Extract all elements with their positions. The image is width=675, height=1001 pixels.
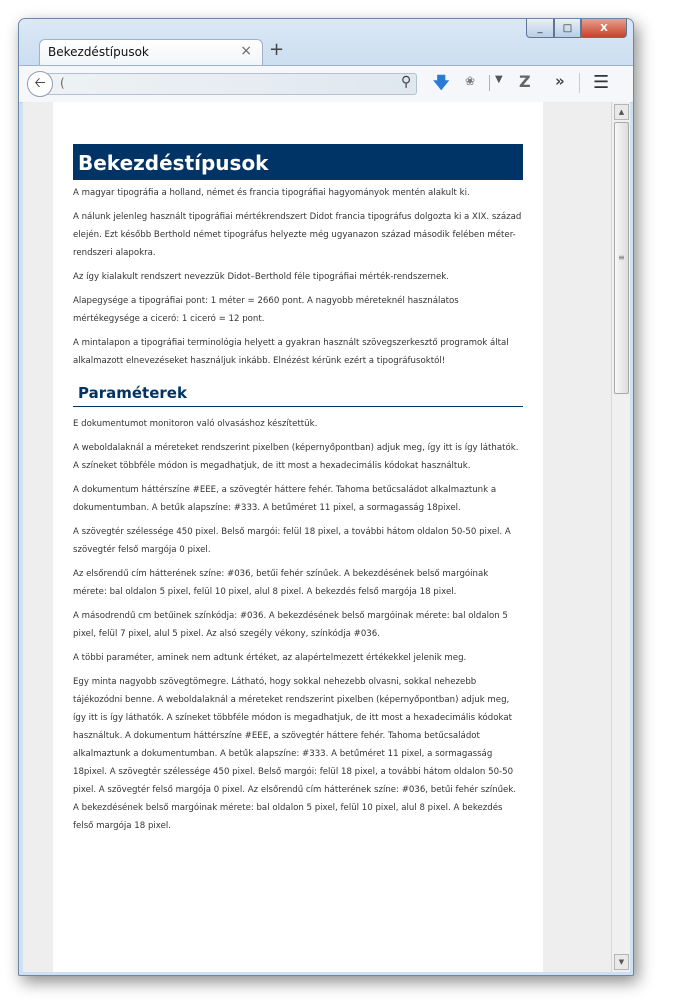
paragraph: E dokumentumot monitoron való olvasáshoz készítettük.	[73, 419, 318, 429]
browser-tab[interactable]	[39, 39, 263, 66]
paragraph: Az így kialakult rendszert nevezzük Didot–Berthold féle tipográfiai mérték-rendszernek.	[73, 272, 449, 282]
minimize-icon: _	[537, 22, 543, 34]
dropdown-arrow-icon[interactable]: ▼	[495, 74, 503, 85]
text-area	[53, 102, 543, 972]
page-title: Bekezdéstípusok	[73, 144, 523, 180]
url-bar[interactable]	[45, 73, 417, 95]
paragraph: Egy minta nagyobb szövegtömegre. Látható, hogy sokkal nehezebb olvasni, sokkal nehezebb tájékozódni benne. A weboldalaknál a méreteket rendszerint pixelben (képernyőpontban) adjuk meg, így itt is így láthatók. A színeket többféle módon is megadhatjuk, de itt most a hexadecimális kódokat használtuk. A dokumentum háttérszíne #EEE, a szövegtér háttere fehér. Tahoma betűcsaládot alkalmaztunk a dokumentumban. A betűk alapszíne: #333. A betűméret 11 pixel, a sormagasság 18pixel. A szövegtér szélessége 450 pixel. Belső margói: felül 18 pixel, a további hátom oldalon 50-50 pixel. A szövegtér felső margója 0 pixel. Az elsőrendű cím hátterének színe: #036, betűi fehér színűek. A bekezdésének belső margóinak mérete: bal oldalon 5 pixel, felül 10 pixel, alul 8 pixel. A bekezdés felső margója 18 pixel.	[73, 677, 517, 831]
paragraph: Az elsőrendű cím hátterének színe: #036, betűi fehér színűek. A bekezdésének belső margóinak mérete: bal oldalon 5 pixel, felül 10 pixel, alul 8 pixel. A bekezdés felső margója 18 pixel.	[73, 569, 489, 597]
addon-icon[interactable]: ❀	[465, 74, 476, 88]
toolbar-separator	[489, 75, 490, 91]
paragraph: A másodrendű cm betűinek színkódja: #036. A bekezdésének belső margóinak mérete: bal oldalon 5 pixel, felül 7 pixel, alul 5 pixel. Az alsó szegély vékony, színkódja #036.	[73, 611, 508, 639]
close-window-button[interactable]	[581, 19, 627, 38]
zotero-icon[interactable]: Z	[519, 72, 531, 91]
close-icon: X	[600, 22, 608, 34]
browser-window	[18, 18, 634, 976]
scroll-down-arrow-icon[interactable]: ▼	[614, 954, 629, 970]
back-arrow-icon: 🡠	[34, 75, 46, 91]
maximize-button[interactable]	[554, 19, 581, 38]
navigation-toolbar	[19, 65, 633, 103]
toolbar-separator	[579, 73, 580, 93]
vertical-scrollbar[interactable]	[611, 102, 630, 972]
scrollbar-thumb[interactable]	[614, 122, 629, 394]
thumb-grip-icon: ≡	[618, 253, 625, 262]
minimize-button[interactable]	[526, 19, 554, 38]
tab-close-icon[interactable]: ×	[240, 43, 252, 59]
paragraph: A többi paraméter, aminek nem adtunk értéket, az alapértelmezett értékekkel jelenik meg.	[73, 653, 467, 663]
search-icon[interactable]: ⚲	[401, 74, 412, 90]
hamburger-menu-icon[interactable]: ☰	[593, 72, 610, 93]
paragraph: A mintalapon a tipográfiai terminológia helyett a gyakran használt szövegszerkesztő programok által alkalmazott elnevezéseket használjuk inkább. Elnézést kérünk ezért a tipográfusoktól!	[73, 338, 509, 366]
back-button[interactable]	[27, 71, 53, 97]
scroll-up-arrow-icon[interactable]: ▲	[614, 104, 629, 120]
document-body	[73, 144, 523, 841]
paragraph: A weboldalaknál a méreteket rendszerint pixelben (képernyőpontban) adjuk meg, így itt is így láthatók. A színeket többféle módon is megadhatjuk, de itt most a hexadecimális kódokat használtuk.	[73, 443, 519, 471]
paragraph: A magyar tipográfia a holland, német és francia tipográfiai hagyományok mentén alakult ki.	[73, 188, 470, 198]
paragraph: Alapegysége a tipográfiai pont: 1 méter = 2660 pont. A nagyobb méreteknél használatos mértékegysége a ciceró: 1 ciceró = 12 pont.	[73, 296, 459, 324]
tab-title: Bekezdéstípusok	[48, 45, 149, 59]
download-arrow-icon[interactable]: 🡇	[433, 73, 450, 92]
section-heading: Paraméterek	[73, 378, 523, 407]
window-controls	[526, 19, 627, 37]
paragraph: A szövegtér szélessége 450 pixel. Belső margói: felül 18 pixel, a további hátom oldalon 50-50 pixel. A szövegtér felső margója 0 pixel.	[73, 527, 511, 555]
more-tools-icon[interactable]: »	[555, 72, 565, 90]
url-text: (	[60, 76, 65, 90]
paragraph: A nálunk jelenleg használt tipográfiai mértékrendszert Didot francia tipográfus dolgozta ki a XIX. század elején. Ezt később Berthold német tipográfus helyezte még ugyanazon század második felében méter-rendszeri alapokra.	[73, 212, 522, 258]
paragraph: A dokumentum háttérszíne #EEE, a szövegtér háttere fehér. Tahoma betűcsaládot alkalmaztunk a dokumentumban. A betűk alapszíne: #333. A betűméret 11 pixel, a sormagasság 18pixel.	[73, 485, 497, 513]
new-tab-button[interactable]: +	[269, 39, 285, 60]
page-viewport	[23, 102, 611, 972]
maximize-icon: □	[562, 22, 573, 34]
